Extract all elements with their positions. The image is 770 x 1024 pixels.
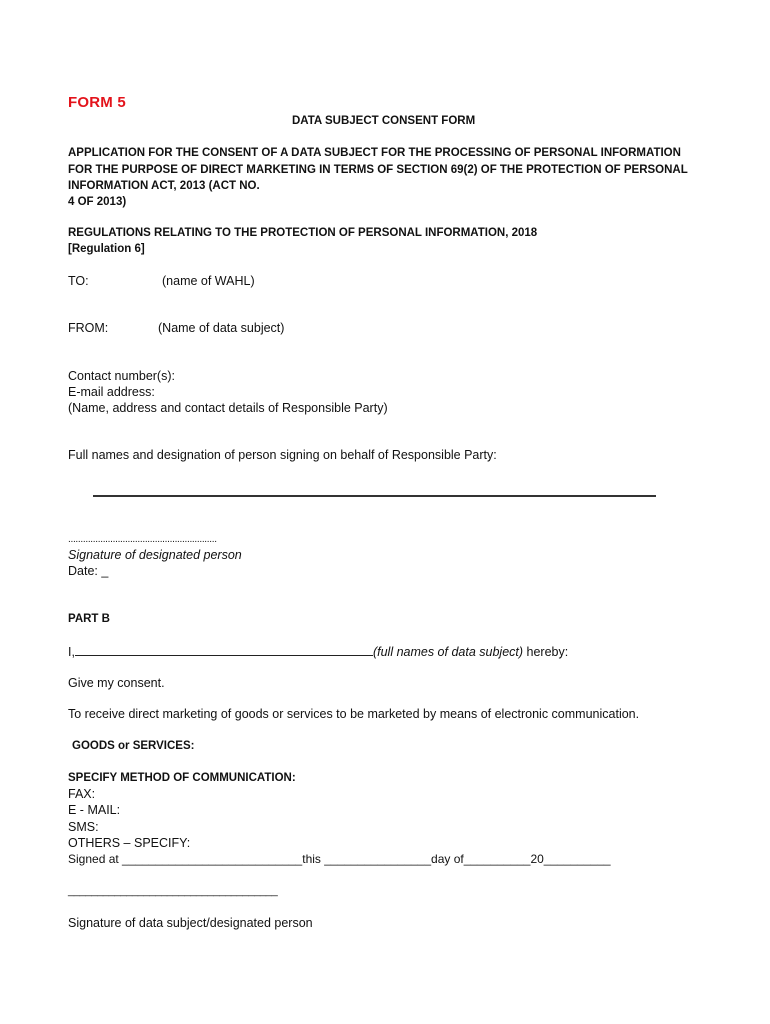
contact-numbers-label: Contact number(s): xyxy=(68,369,175,383)
method-fax: FAX: xyxy=(68,787,96,801)
signature-data-subject-label: Signature of data subject/designated person xyxy=(68,916,313,930)
to-label: TO: xyxy=(68,274,89,288)
signature-designated-label: Signature of designated person xyxy=(68,548,242,562)
date-label: Date: _ xyxy=(68,564,109,578)
method-sms: SMS: xyxy=(68,820,99,834)
email-address-label: E-mail address: xyxy=(68,385,155,399)
goods-services-heading: GOODS or SERVICES: xyxy=(72,740,195,752)
signature-line: ____________________________________ xyxy=(68,885,278,897)
full-names-hint: (full names of data subject) xyxy=(372,645,524,659)
signature-dots: ............................................................ xyxy=(68,534,217,545)
application-line-3: INFORMATION ACT, 2013 (ACT NO. xyxy=(68,180,260,192)
regulation-reference: [Regulation 6] xyxy=(68,243,145,255)
method-others: OTHERS – SPECIFY: xyxy=(68,836,191,850)
full-names-blank xyxy=(75,643,373,656)
i-prefix: I, xyxy=(68,645,75,659)
responsible-party-details: (Name, address and contact details of Responsible Party) xyxy=(68,401,388,415)
signer-full-names-label: Full names and designation of person signing on behalf of Responsible Party: xyxy=(68,448,497,462)
form-title: DATA SUBJECT CONSENT FORM xyxy=(292,115,476,127)
application-line-4: 4 OF 2013) xyxy=(68,196,127,208)
full-names-line xyxy=(68,643,568,660)
hereby-text: hereby: xyxy=(523,645,569,659)
signed-at-line: Signed at ___________________________this ________________day of__________20__________ xyxy=(68,852,611,866)
application-line-2: FOR THE PURPOSE OF DIRECT MARKETING IN TERMS OF SECTION 69(2) OF THE PROTECTION OF PERSONAL xyxy=(68,164,688,176)
method-heading: SPECIFY METHOD OF COMMUNICATION: xyxy=(68,772,296,784)
regulations-heading: REGULATIONS RELATING TO THE PROTECTION OF PERSONAL INFORMATION, 2018 xyxy=(68,227,538,239)
form-number: FORM 5 xyxy=(68,94,126,111)
application-line-1: APPLICATION FOR THE CONSENT OF A DATA SUBJECT FOR THE PROCESSING OF PERSONAL INFORMATION xyxy=(68,147,681,159)
from-label: FROM: xyxy=(68,321,109,335)
to-value: (name of WAHL) xyxy=(162,274,255,288)
give-consent-text: Give my consent. xyxy=(68,676,165,690)
part-b-heading: PART B xyxy=(68,613,110,625)
signer-name-line xyxy=(93,495,656,497)
from-value: (Name of data subject) xyxy=(158,321,285,335)
method-email: E - MAIL: xyxy=(68,803,121,817)
receive-marketing-text: To receive direct marketing of goods or services to be marketed by means of electronic communication. xyxy=(68,707,640,721)
